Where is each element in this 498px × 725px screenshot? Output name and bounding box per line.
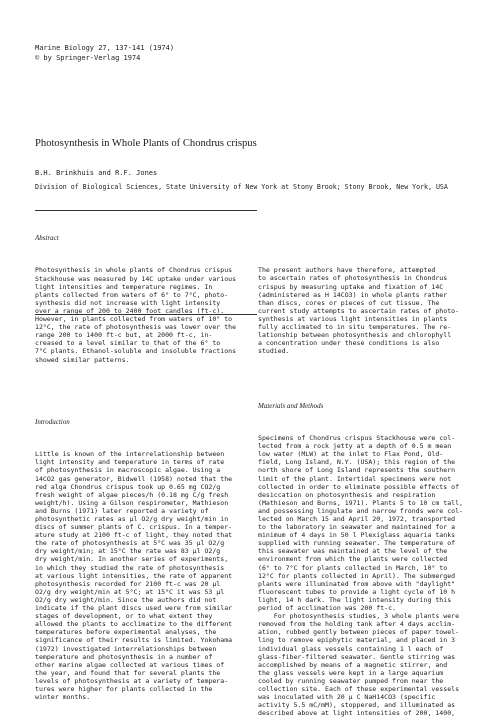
introduction-line: and Burns (1971) later reported a variety of xyxy=(35,506,209,515)
methods-line: activity 5.5 mC/mM), stoppered, and illuminated as xyxy=(258,701,456,710)
introduction-line: current study attempts to ascertain rates of photo- xyxy=(258,306,460,315)
introduction-body xyxy=(35,450,257,701)
methods-line: low water (MLW) at the inlet to Flax Pond, Old- xyxy=(258,450,444,459)
methods-line: supplied with running seawater. The temperature of xyxy=(258,539,456,548)
methods-line: the glass vessels were kept in a large aquarium xyxy=(258,668,444,677)
methods-line: fluorescent tubes to provide a light cycle of 10 h xyxy=(258,587,456,596)
introduction-line: photosynthesis recorded for 2100 ft-c was 20 µl xyxy=(35,579,221,588)
introduction-line: studied. xyxy=(258,347,290,356)
introduction-heading: Introduction xyxy=(35,417,70,426)
introduction-line: (1972) investigated interrelationships between xyxy=(35,644,217,653)
journal-citation: Marine Biology 27, 137-141 (1974) xyxy=(35,44,175,52)
introduction-line: a concentration under these conditions is also xyxy=(258,339,440,348)
methods-line: minimum of 4 days in 50 l Plexiglass aquaria tanks xyxy=(258,531,456,540)
introduction-line: dry weight/min; at 15°C the rate was 83 µl O2/g xyxy=(35,547,221,556)
abstract-top-rule xyxy=(35,210,257,211)
introduction-line: synthesis at various light intensities in plants xyxy=(258,314,448,323)
introduction-line: O2/g dry weight/min. Since the authors did not xyxy=(35,595,217,604)
paper-title: Photosynthesis in Whole Plants of Chondrus crispus xyxy=(35,138,257,149)
introduction-line: 14CO2 gas generator, Bidwell (1958) noted that the xyxy=(35,474,233,483)
methods-line: lected from a rock jetty at a depth of 0.5 m mean xyxy=(258,442,452,451)
abstract-line: Stackhouse was measured by 14C uptake under various xyxy=(35,274,237,283)
abstract-line: plants collected from waters of 6° to 7°C, photo- xyxy=(35,290,229,299)
introduction-line: indicate if the plant discs used were from similar xyxy=(35,604,233,613)
methods-line: removed from the holding tank after 4 days acclim- xyxy=(258,620,456,629)
methods-line: light, 14 h dark. The light intensity during this xyxy=(258,595,452,604)
introduction-line: weight/h). Using a Gilson respirometer, Mathieson xyxy=(35,498,229,507)
methods-body xyxy=(258,434,480,717)
methods-line: cooled by running seawater pumped from near the xyxy=(258,676,444,685)
methods-line: collection site. Each of these experimental vessels xyxy=(258,684,460,693)
introduction-line: photosynthetic rates as µl O2/g dry weight/min in xyxy=(35,515,229,523)
abstract-line: 7°C plants. Ethanol-soluble and insoluble fractions xyxy=(35,347,237,356)
methods-line: glass-fiber-filtered seawater. Gentle stirring was xyxy=(258,652,456,661)
introduction-line: red alga Chondrus crispus took up 0.65 mg CO2/g xyxy=(35,482,221,491)
introduction-line: stages of development, or to what extent they xyxy=(35,612,213,621)
introduction-line: temperatures before experimental analyses, the xyxy=(35,628,217,637)
methods-line: Specimens of Chondrus crispus Stackhouse were col- xyxy=(258,434,456,443)
introduction-line: other marine algae collected at various times of xyxy=(35,660,225,669)
methods-line: accomplished by means of a magnetic stirrer, and xyxy=(258,660,448,669)
methods-line: ation, rubbed gently between pieces of paper towel- xyxy=(258,628,460,637)
methods-line: ling to remove epiphytic material, and placed in 3 xyxy=(258,636,456,645)
methods-line: desiccation on photosynthesis and respiration xyxy=(258,490,436,499)
author-line: B.H. Brinkhuis and R.F. Jones xyxy=(35,169,158,177)
introduction-line: tures were higher for plants collected in the xyxy=(35,684,213,693)
introduction-line: crispus by measuring uptake and fixation of 14C xyxy=(258,282,444,291)
methods-line: and possessing lingulate and narrow fronds were col- xyxy=(258,506,463,515)
abstract-line: range 200 to 1400 ft-c but, at 2000 ft-c, in- xyxy=(35,331,213,340)
introduction-line: dry weight/min. In another series of experiments, xyxy=(35,555,229,564)
methods-line: to the laboratory in seawater and maintained for a xyxy=(258,523,456,532)
abstract-line: However, in plants collected from waters of 10° to xyxy=(35,315,233,324)
introduction-line: to ascertain rates of photosynthesis in Chondrus xyxy=(258,274,448,283)
methods-line: plants were illuminated from above with "daylight" xyxy=(258,579,456,588)
methods-line: individual glass vessels containing 1 l each of xyxy=(258,644,444,653)
methods-line: north shore of Long Island represents the southern xyxy=(258,466,456,475)
methods-line: collected in order to eliminate possible effects of xyxy=(258,482,460,491)
introduction-line: (administered as H 14CO3) in whole plants rather xyxy=(258,290,448,299)
methods-line: (6° to 7°C for plants collected in March, 10° to xyxy=(258,563,448,572)
abstract-line: showed similar patterns. xyxy=(35,355,130,364)
introduction-line: fresh weight of algae pieces/h (0.18 mg C/g fresh xyxy=(35,490,229,499)
abstract-line: light intensities and temperature regimes. In xyxy=(35,282,213,291)
methods-line: period of acclimation was 200 ft-c. xyxy=(258,604,396,613)
abstract-line: Photosynthesis in whole plants of Chondrus crispus xyxy=(35,266,233,275)
methods-line: was inoculated with 20 µ C NaH14CO3 (specific xyxy=(258,693,436,702)
introduction-line: The present authors have therefore, attempted xyxy=(258,266,436,275)
methods-line: lected on March 15 and April 20, 1972, transported xyxy=(258,515,456,523)
methods-line: limit of the plant. Intertidal specimens were not xyxy=(258,474,452,483)
methods-line: 12°C for plants collected in April). The submerged xyxy=(258,571,456,580)
introduction-line: temperature and photosynthesis in a number of xyxy=(35,652,213,661)
introduction-line: discs of summer plants of C. crispus. In a temper- xyxy=(35,523,233,532)
introduction-line: at various light intensities, the rate of apparent xyxy=(35,571,233,580)
methods-line: (Mathieson and Burns, 1971). Plants 5 to 10 cm tall, xyxy=(258,498,463,507)
abstract-body xyxy=(35,266,257,363)
abstract-line: 12°C, the rate of photosynthesis was lower over the xyxy=(35,323,237,332)
introduction-line: allowed the plants to acclimatize to the different xyxy=(35,620,233,629)
methods-line: this seawater was maintained at the level of the xyxy=(258,547,448,556)
introduction-line: winter months. xyxy=(35,693,91,702)
journal-header xyxy=(35,44,174,63)
introduction-continued xyxy=(258,266,480,355)
methods-line: described above at light intensities of 200, 1400, xyxy=(258,709,456,718)
right-column xyxy=(258,218,480,725)
introduction-line: levels of photosynthesis at a variety of tempera- xyxy=(35,676,229,685)
left-column xyxy=(35,218,257,709)
abstract-line: over a range of 200 to 2400 foot candles (ft-c). xyxy=(35,306,225,315)
introduction-line: ature study at 2100 ft-c of light, they noted that xyxy=(35,531,233,540)
introduction-line: the rate of photosynthesis at 5°C was 35 µl O2/g xyxy=(35,539,225,548)
affiliation-line: Division of Biological Sciences, State University of New York at Stony Brook; Stony Brook, New York, USA xyxy=(35,183,448,191)
introduction-line: lationship between photosynthesis and chlorophyll xyxy=(258,331,452,340)
introduction-line: the year, and found that for several plants the xyxy=(35,668,221,677)
introduction-line: than discs, cores or pieces of cut tissue. The xyxy=(258,298,440,307)
copyright-line: © by Springer-Verlag 1974 xyxy=(35,53,141,62)
abstract-line: synthesis did not increase with light intensity xyxy=(35,298,221,307)
introduction-line: O2/g dry weight/min at 5°C; at 15°C it was 53 µl xyxy=(35,587,225,596)
introduction-line: of photosynthesis in macroscopic algae. Using a xyxy=(35,466,221,475)
methods-line: field, Long Island, N.Y. (USA); this region of the xyxy=(258,458,456,467)
methods-line: For photosynthesis studies, 3 whole plants were xyxy=(258,612,460,621)
introduction-line: significance of their results is limited. Yokohama xyxy=(35,636,233,645)
methods-line: environment from which the plants were collected xyxy=(258,555,448,564)
abstract-heading: Abstract xyxy=(35,234,59,243)
abstract-line: creased to a level similar to that of the 6° to xyxy=(35,339,221,348)
introduction-line: light intensity and temperature in terms of rate xyxy=(35,458,225,467)
introduction-line: in which they studied the rate of photosynthesis xyxy=(35,563,225,572)
introduction-line: fully acclimated to in situ temperatures. The re- xyxy=(258,323,452,332)
methods-heading: Materials and Methods xyxy=(258,401,324,410)
introduction-line: Little is known of the interrelationship between xyxy=(35,450,225,459)
